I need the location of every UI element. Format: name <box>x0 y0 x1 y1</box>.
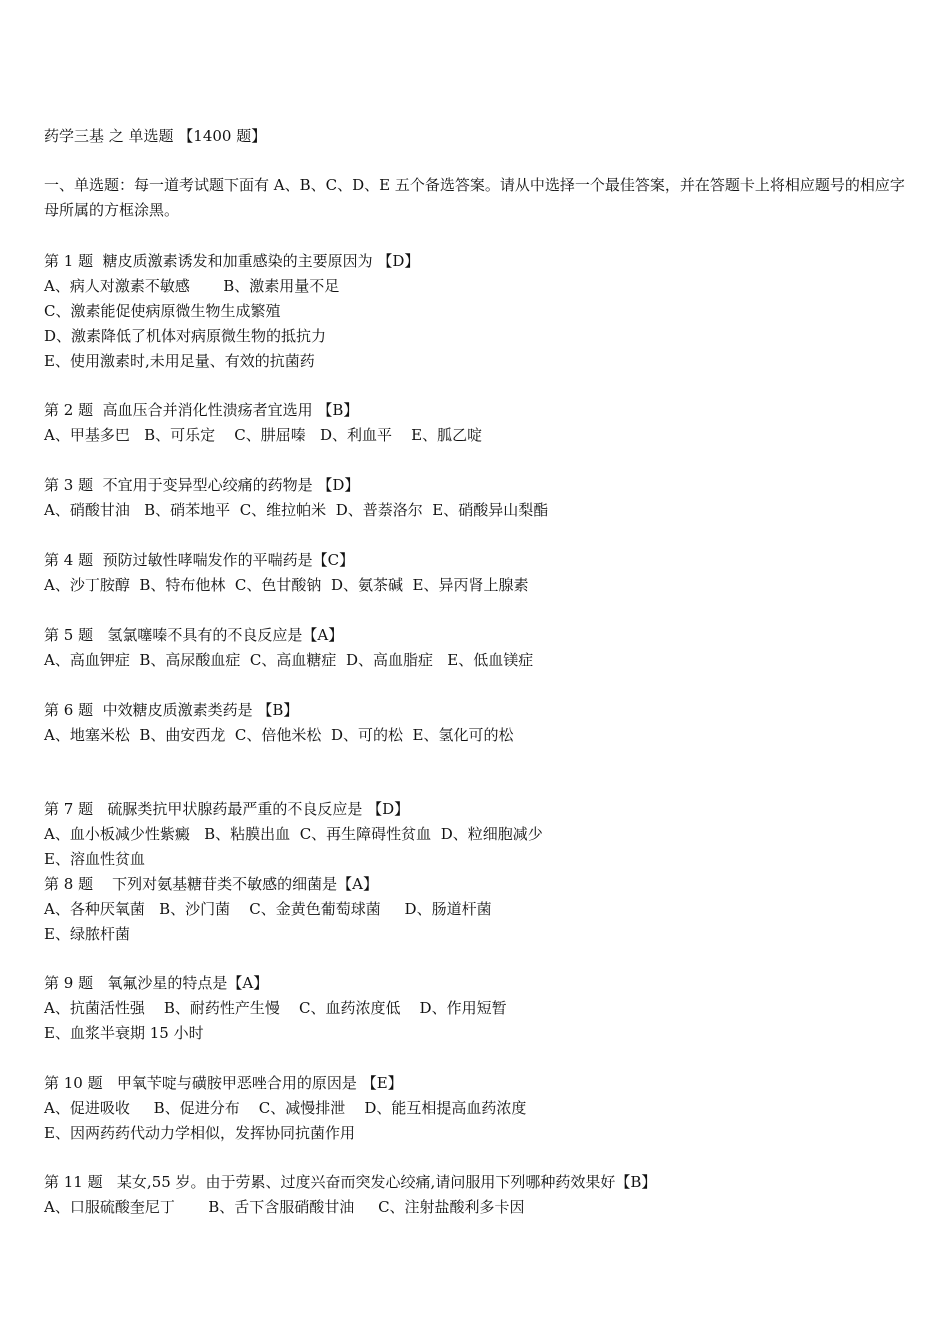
question-4-options: A、沙丁胺醇 B、特布他林 C、色甘酸钠 D、氨茶碱 E、异丙肾上腺素 <box>44 576 529 594</box>
question-8-stem: 第 8 题 下列对氨基糖苷类不敏感的细菌是【A】 <box>44 875 378 893</box>
document-title: 药学三基 之 单选题 【1400 题】 <box>44 127 267 145</box>
question-1-options-line-2: C、激素能促使病原微生物生成繁殖 <box>44 302 281 320</box>
question-3-stem: 第 3 题 不宜用于变异型心绞痛的药物是 【D】 <box>44 476 360 494</box>
question-3-options: A、硝酸甘油 B、硝苯地平 C、维拉帕米 D、普萘洛尔 E、硝酸异山梨酯 <box>44 501 549 519</box>
question-9-options-line-2: E、血浆半衰期 15 小时 <box>44 1024 204 1042</box>
question-7-options-line-1: A、血小板减少性紫癜 B、粘膜出血 C、再生障碍性贫血 D、粒细胞减少 <box>44 825 543 843</box>
question-2-options: A、甲基多巴 B、可乐定 C、肼屈嗪 D、利血平 E、胍乙啶 <box>44 426 483 444</box>
question-1-stem: 第 1 题 糖皮质激素诱发和加重感染的主要原因为 【D】 <box>44 252 420 270</box>
question-7-stem: 第 7 题 硫脲类抗甲状腺药最严重的不良反应是 【D】 <box>44 800 410 818</box>
question-4-stem: 第 4 题 预防过敏性哮喘发作的平喘药是【C】 <box>44 551 355 569</box>
question-1-options-line-4: E、使用激素时,未用足量、有效的抗菌药 <box>44 352 315 370</box>
question-10-stem: 第 10 题 甲氧苄啶与磺胺甲恶唑合用的原因是 【E】 <box>44 1074 403 1092</box>
question-1-options-line-3: D、激素降低了机体对病原微生物的抵抗力 <box>44 327 327 345</box>
question-11-stem: 第 11 题 某女,55 岁。由于劳累、过度兴奋而突发心绞痛,请问服用下列哪种药效果好【B】 <box>44 1173 657 1191</box>
question-7-options-line-2: E、溶血性贫血 <box>44 850 145 868</box>
question-2-stem: 第 2 题 高血压合并消化性溃疡者宜选用 【B】 <box>44 401 359 419</box>
question-9-stem: 第 9 题 氧氟沙星的特点是【A】 <box>44 974 269 992</box>
question-6-options: A、地塞米松 B、曲安西龙 C、倍他米松 D、可的松 E、氢化可的松 <box>44 726 514 744</box>
question-6-stem: 第 6 题 中效糖皮质激素类药是 【B】 <box>44 701 299 719</box>
question-8-options-line-1: A、各种厌氧菌 B、沙门菌 C、金黄色葡萄球菌 D、肠道杆菌 <box>44 900 492 918</box>
question-10-options-line-1: A、促进吸收 B、促进分布 C、减慢排泄 D、能互相提高血药浓度 <box>44 1099 527 1117</box>
question-8-options-line-2: E、绿脓杆菌 <box>44 925 130 943</box>
question-9-options-line-1: A、抗菌活性强 B、耐药性产生慢 C、血药浓度低 D、作用短暂 <box>44 999 507 1017</box>
question-5-stem: 第 5 题 氢氯噻嗪不具有的不良反应是【A】 <box>44 626 344 644</box>
instructions-paragraph: 一、单选题：每一道考试题下面有 A、B、C、D、E 五个备选答案。请从中选择一个最佳答案，并在答题卡上将相应题号的相应字母所属的方框涂黑。 <box>44 176 905 219</box>
question-10-options-line-2: E、因两药药代动力学相似，发挥协同抗菌作用 <box>44 1124 355 1142</box>
question-5-options: A、高血钾症 B、高尿酸血症 C、高血糖症 D、高血脂症 E、低血镁症 <box>44 651 534 669</box>
question-11-options: A、口服硫酸奎尼丁 B、舌下含服硝酸甘油 C、注射盐酸利多卡因 <box>44 1198 525 1216</box>
question-1-options-line-1: A、病人对激素不敏感 B、激素用量不足 <box>44 277 340 295</box>
